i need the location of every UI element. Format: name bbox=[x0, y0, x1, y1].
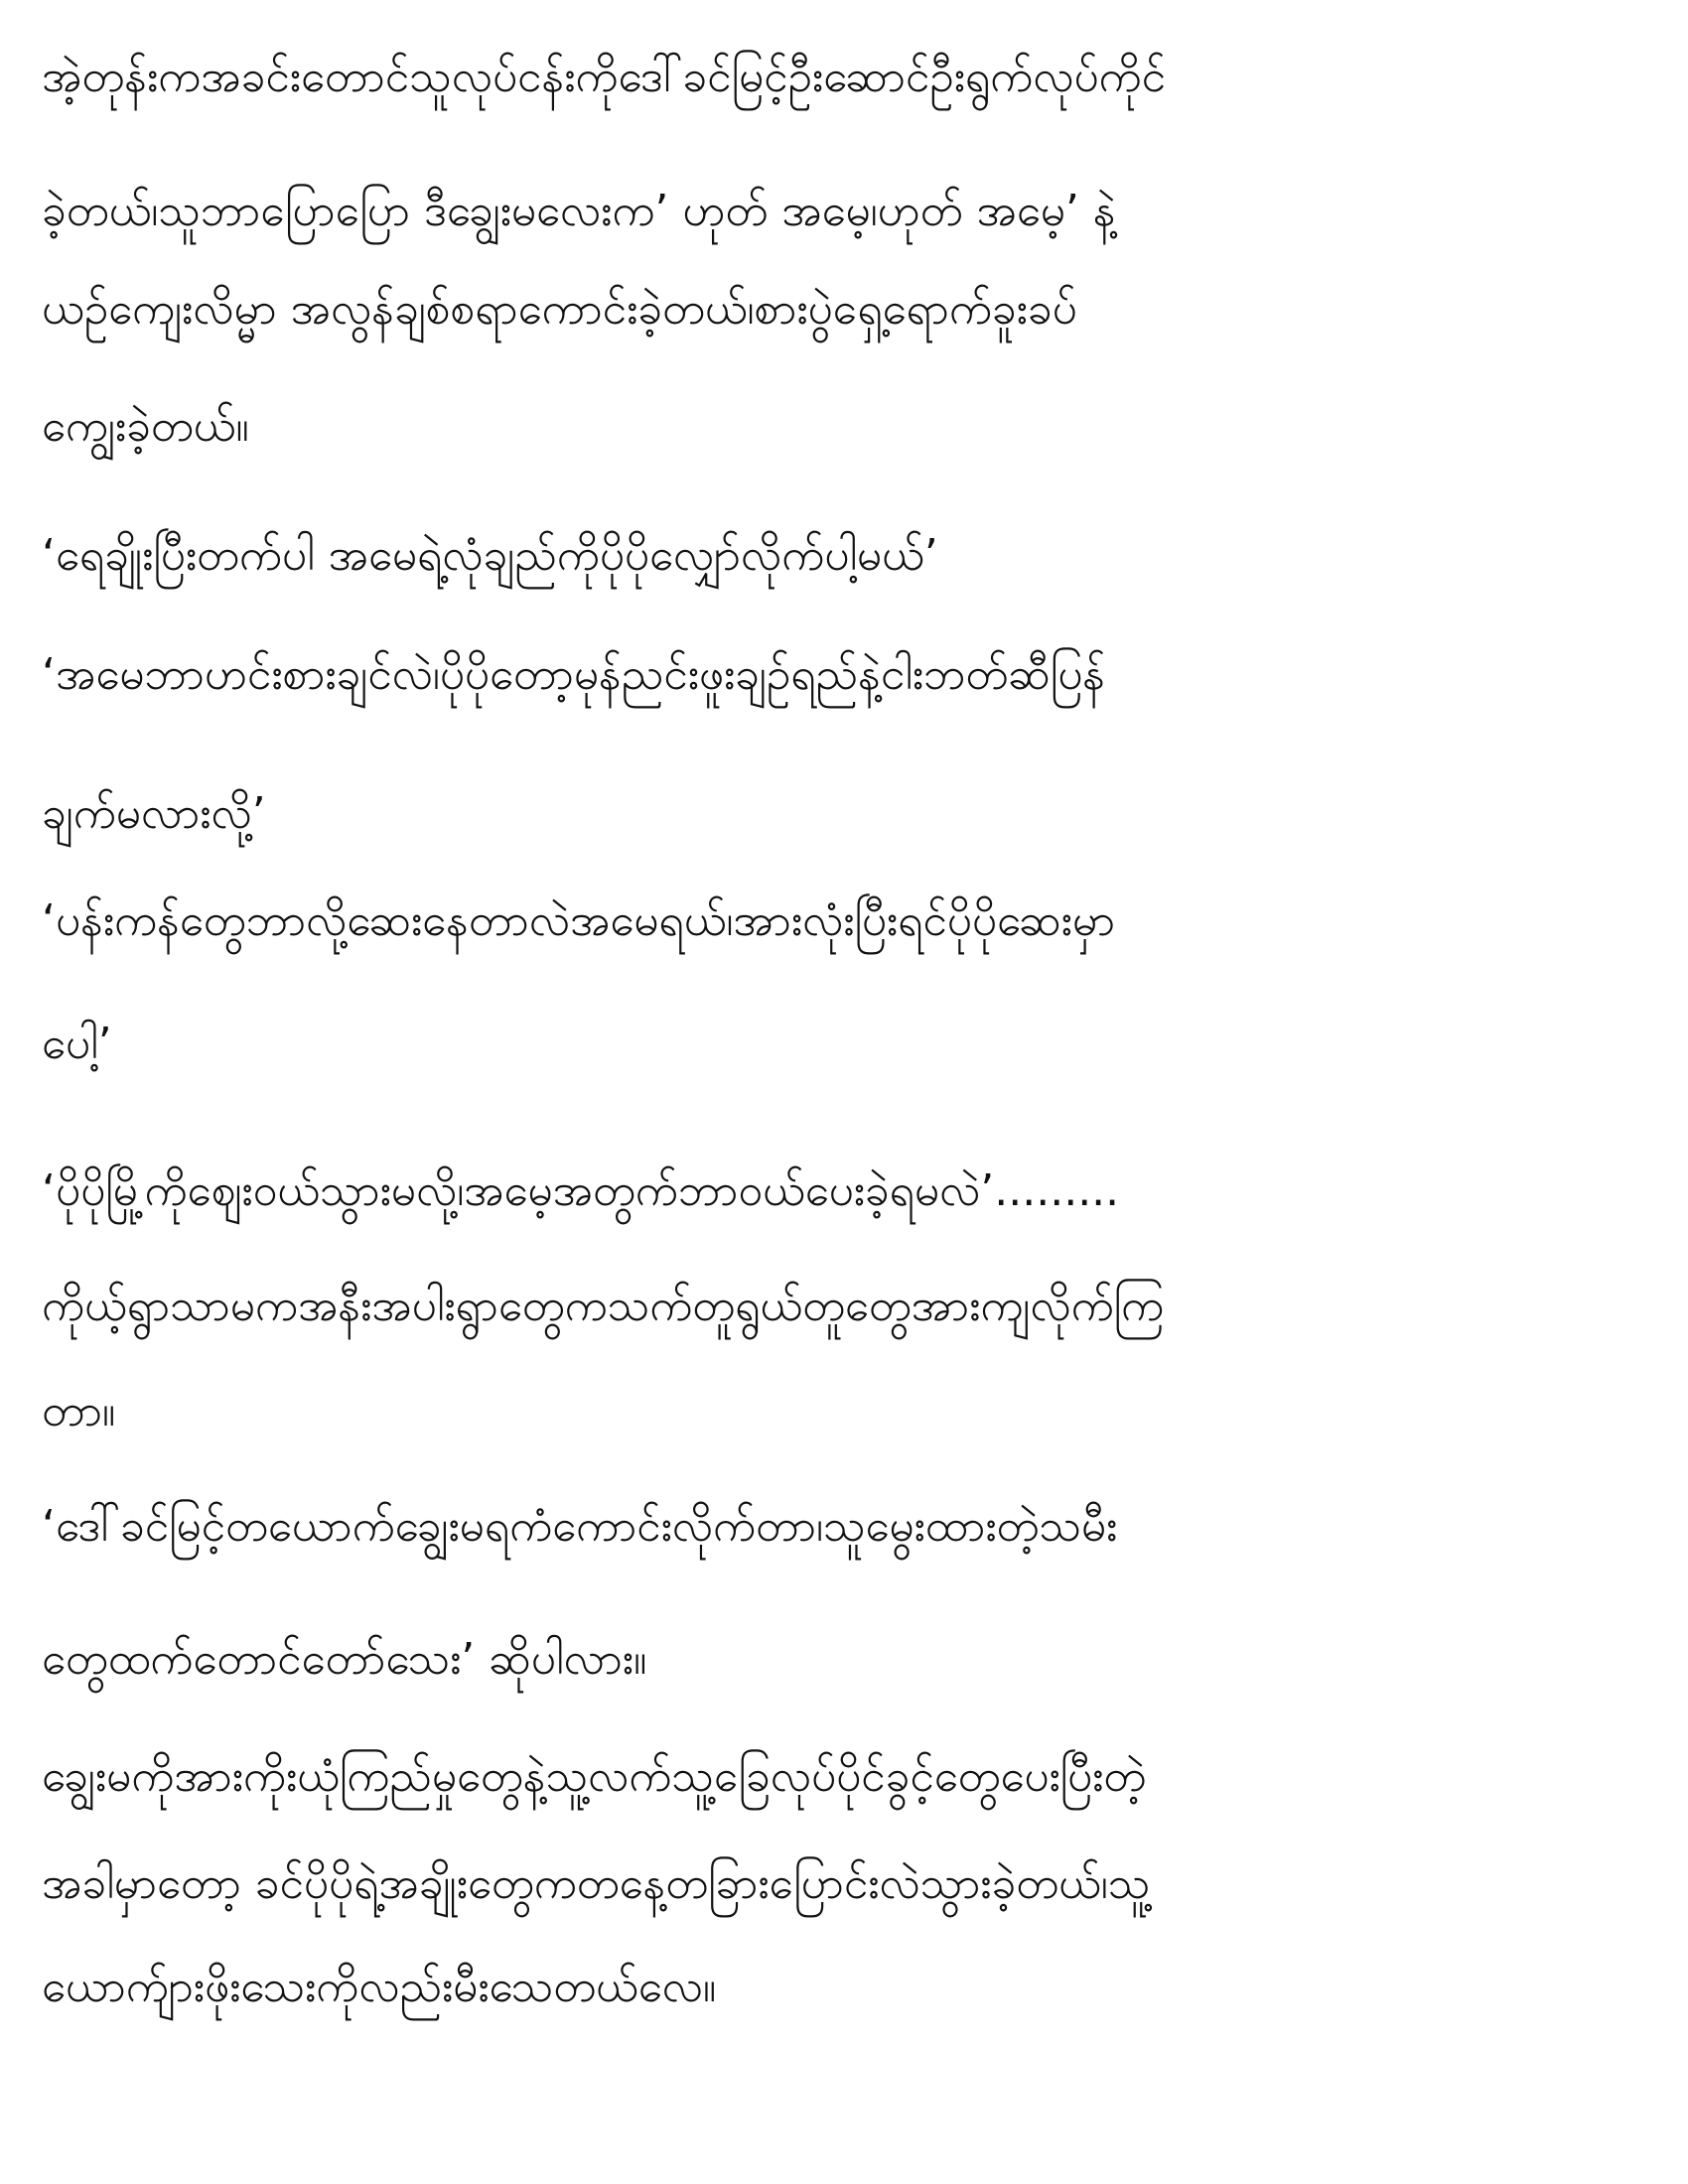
text-line: ချွေးမကိုအားကိုးယုံကြည်မှုတွေနဲ့သူ့လက်သူ့ခြေလုပ်ပိုင်ခွင့်တွေပေးပြီးတဲ့ bbox=[42, 1751, 1147, 1802]
text-line: ‘ပိုပိုမြို့ကိုဈေးဝယ်သွားမလို့၊အမေ့အတွက်ဘာဝယ်ပေးခဲ့ရမလဲ’......... bbox=[42, 1165, 1120, 1216]
text-line: တွေထက်တောင်တော်သေး’ ဆိုပါလား။ bbox=[42, 1634, 647, 1685]
text-line: ချက်မလားလို့’ bbox=[42, 788, 266, 839]
text-line: တာ။ bbox=[42, 1386, 116, 1436]
text-line: ယောက်ျားဖိုးသေးကိုလည်းမီးသေတယ်လေ။ bbox=[42, 1962, 717, 2012]
text-line: အဲ့တုန်းကအခင်းတောင်သူလုပ်ငန်းကိုဒေါ်ခင်မြင့်ဦးဆောင်ဦးရွက်လုပ်ကိုင် bbox=[42, 52, 1167, 102]
text-line: ယဉ်ကျေးလိမ္မာ အလွန်ချစ်စရာကောင်းခဲ့တယ်၊စားပွဲရှေ့ရောက်ခူးခပ် bbox=[42, 284, 1077, 335]
text-line: ‘အမေဘာဟင်းစားချင်လဲ၊ပိုပိုတော့မုန်ညင်းဖူးချဉ်ရည်နဲ့ငါးဘတ်ဆီပြန် bbox=[42, 649, 1106, 700]
text-line: ကျွေးခဲ့တယ်။ bbox=[42, 401, 249, 452]
text-line: ပေါ့’ bbox=[42, 1019, 112, 1069]
text-line: ‘ဒေါ်ခင်မြင့်တယောက်ချွေးမရကံကောင်းလိုက်တာ၊သူမွေးထားတဲ့သမီး bbox=[42, 1501, 1118, 1552]
text-line: အခါမှာတော့ ခင်ပိုပိုရဲ့အချိုးတွေကတနေ့တခြားပြောင်းလဲသွားခဲ့တယ်၊သူ့ bbox=[42, 1858, 1151, 1909]
text-line: ခဲ့တယ်၊သူဘာပြောပြော ဒီချွေးမလေးက’ ဟုတ် အမေ့၊ဟုတ် အမေ့’ နဲ့ bbox=[42, 186, 1116, 236]
text-line: ကိုယ့်ရွာသာမကအနီးအပါးရွာတွေကသက်တူရွယ်တူတွေအားကျလိုက်ကြ bbox=[42, 1281, 1165, 1331]
text-line: ‘ရေချိုးပြီးတက်ပါ အမေရဲ့လုံချည်ကိုပိုပိုလျှော်လိုက်ပါ့မယ်’ bbox=[42, 530, 938, 581]
text-line: ‘ပန်းကန်တွေဘာလို့ဆေးနေတာလဲအမေရယ်၊အားလုံးပြီးရင်ပိုပိုဆေးမှာ bbox=[42, 895, 1116, 946]
